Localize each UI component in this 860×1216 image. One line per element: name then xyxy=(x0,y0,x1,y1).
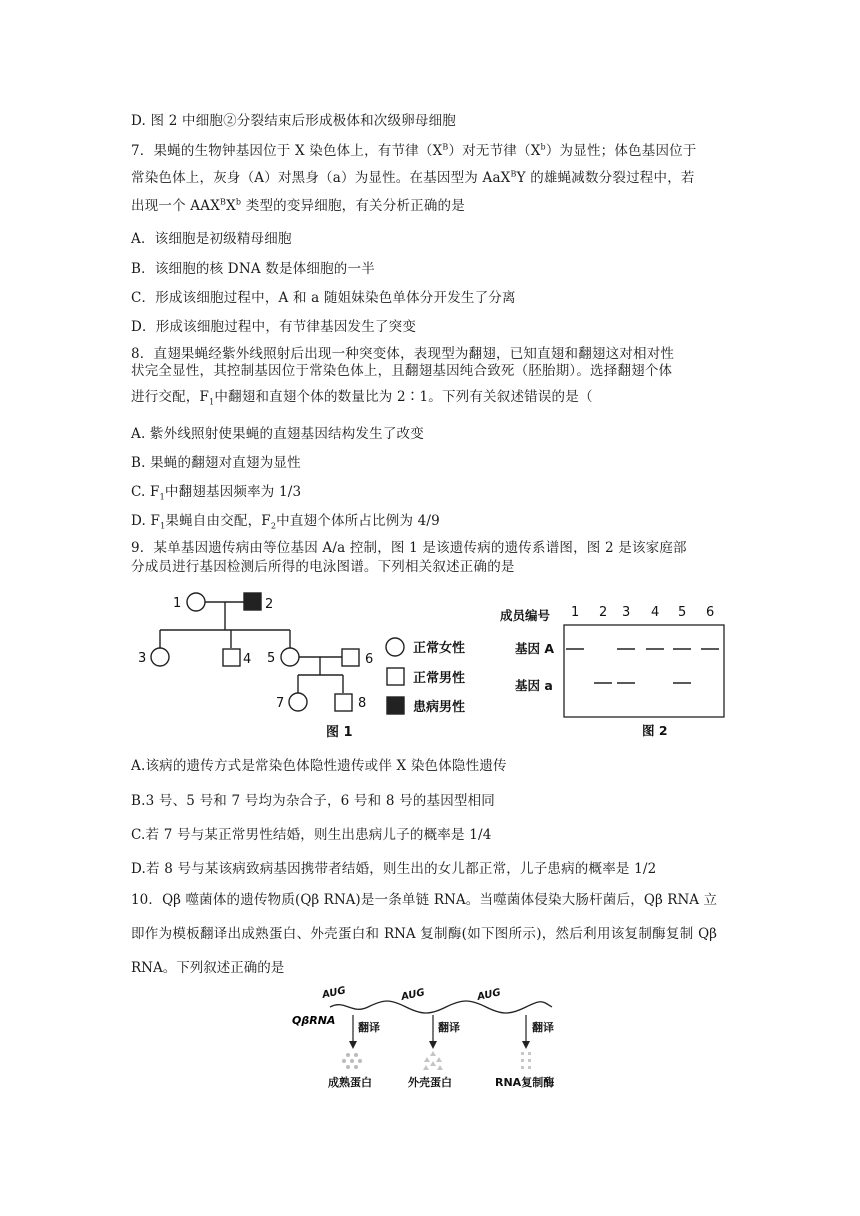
legend-female-label: 正常女性 xyxy=(413,641,466,656)
gene-a-label: 基因 a xyxy=(515,678,553,693)
legend-affected-male-icon xyxy=(387,697,404,714)
member-number-3: 3 xyxy=(622,605,631,620)
q7-option-b: B．该细胞的核 DNA 数是体细胞的一半 xyxy=(131,261,375,277)
q9-option-a: A.该病的遗传方式是常染色体隐性遗传或伴 X 染色体隐性遗传 xyxy=(131,758,507,774)
q9-option-d: D.若 8 号与某该病致病基因携带者结婚，则生出的女儿都正常，儿子患病的概率是 1/2 xyxy=(131,861,657,877)
translate-label-2: 翻译 xyxy=(438,1021,460,1034)
codon-1: AUG xyxy=(321,985,347,1001)
coat-protein-dots xyxy=(423,1051,443,1070)
member-5-id: 5 xyxy=(267,651,276,666)
member-number-header: 成员编号 xyxy=(500,608,551,623)
member-number-4: 4 xyxy=(651,605,660,620)
product-coat-protein: 外壳蛋白 xyxy=(408,1076,452,1089)
legend-male-icon xyxy=(387,668,404,685)
member-number-1: 1 xyxy=(571,605,580,620)
member-8-id: 8 xyxy=(358,696,367,711)
member-number-2: 2 xyxy=(599,605,608,620)
codon-3: AUG xyxy=(476,987,502,1003)
q8-option-b: B. 果蝇的翻翅对直翅为显性 xyxy=(131,455,301,471)
gene-A-label: 基因 A xyxy=(515,641,555,656)
figure2-caption: 图 2 xyxy=(642,723,668,738)
q9-option-c: C.若 7 号与某正常男性结婚，则生出患病儿子的概率是 1/4 xyxy=(131,827,492,843)
q8-stem-line3: 进行交配，$F_1$中翻翅和直翅个体的数量比为 2∶1。下列有关叙述错误的是（ xyxy=(131,389,593,407)
codon-2: AUG xyxy=(400,987,426,1003)
figure1-caption: 图 1 xyxy=(326,725,353,740)
member-number-6: 6 xyxy=(706,605,715,620)
member-7-symbol xyxy=(289,693,307,711)
q8-option-d: D. $F_1$果蝇自由交配，$F_2$中直翅个体所占比例为 4/9 xyxy=(131,513,440,531)
member-6-id: 6 xyxy=(365,652,374,667)
q7-stem-line2: 常染色体上，灰身（A）对黑身（a）为显性。在基因型为 AaX$^B$Y 的雄蝇减数分裂过程中，若 xyxy=(131,169,695,186)
q10-stem: 10．Qβ 噬菌体的遗传物质(Qβ RNA)是一条单链 RNA。当噬菌体侵染大肠杆菌后，Qβ RNA 立即作为模板翻译出成熟蛋白、外壳蛋白和 RNA 复制酶(如下图所示)，然后利用该复制酶复制 Qβ RNA。下列叙述正确的是 xyxy=(131,892,717,976)
qbeta-rna-figure xyxy=(290,985,590,1095)
member-5-symbol xyxy=(281,648,299,666)
replicase-dots xyxy=(521,1052,531,1069)
legend-male-label: 正常男性 xyxy=(413,671,466,686)
member-3-symbol xyxy=(151,648,169,666)
q7-option-d: D．形成该细胞过程中，有节律基因发生了突变 xyxy=(131,319,417,335)
member-8-symbol xyxy=(335,694,352,711)
mature-protein-dots xyxy=(342,1053,362,1069)
member-2-id: 2 xyxy=(265,597,274,612)
q7-stem-line3: 出现一个 $AAX^BX^b$ 类型的变异细胞，有关分析正确的是 xyxy=(131,197,465,214)
q9-stem-line2: 分成员进行基因检测后所得的电泳图谱。下列相关叙述正确的是 xyxy=(131,559,515,575)
q6-option-d: D. 图 2 中细胞②分裂结束后形成极体和次级卵母细胞 xyxy=(131,113,456,129)
product-mature-protein: 成熟蛋白 xyxy=(328,1076,372,1089)
member-number-5: 5 xyxy=(678,605,687,620)
rna-strand xyxy=(330,1001,552,1013)
member-2-symbol xyxy=(244,593,261,610)
q8-option-c: C. $F_1$中翻翅基因频率为 1/3 xyxy=(131,484,302,502)
translate-label-1: 翻译 xyxy=(358,1021,380,1034)
member-1-symbol xyxy=(187,593,205,611)
member-7-id: 7 xyxy=(276,696,285,711)
q9-stem-line1: 9．某单基因遗传病由等位基因 A/a 控制，图 1 是该遗传病的遗传系谱图，图 2 是该家庭部 xyxy=(131,540,687,556)
member-1-id: 1 xyxy=(173,596,182,611)
q9-option-b: B.3 号、5 号和 7 号均为杂合子，6 号和 8 号的基因型相同 xyxy=(131,793,495,809)
q7-stem-line1: 7．果蝇的生物钟基因位于 X 染色体上，有节律$(X^B)$对无节律$(X^b)$为显性；体色基因位于 xyxy=(131,142,697,159)
legend-affected-label: 患病男性 xyxy=(413,700,466,715)
q8-stem-line2: 状完全显性，其控制基因位于常染色体上，且翻翅基因纯合致死（胚胎期）。选择翻翅个体 xyxy=(131,363,673,379)
q7-option-a: A．该细胞是初级精母细胞 xyxy=(131,231,292,247)
product-replicase: RNA复制酶 xyxy=(495,1076,555,1089)
member-3-id: 3 xyxy=(138,651,147,666)
q7-option-c: C．形成该细胞过程中，A 和 a 随姐妹染色单体分开发生了分离 xyxy=(131,290,516,306)
member-4-symbol xyxy=(223,649,240,666)
q8-stem-line1: 8．直翅果蝇经紫外线照射后出现一种突变体，表现型为翻翅，已知直翅和翻翅这对相对性 xyxy=(131,346,675,362)
rna-label: QβRNA xyxy=(292,1014,336,1027)
gel-frame xyxy=(564,625,724,717)
legend-female-icon xyxy=(386,638,404,656)
q8-option-a: A. 紫外线照射使果蝇的直翅基因结构发生了改变 xyxy=(131,426,424,442)
member-6-symbol xyxy=(342,649,359,666)
electrophoresis-figure xyxy=(500,598,730,748)
translate-label-3: 翻译 xyxy=(532,1021,554,1034)
member-4-id: 4 xyxy=(243,652,252,667)
pedigree-figure xyxy=(131,585,491,745)
